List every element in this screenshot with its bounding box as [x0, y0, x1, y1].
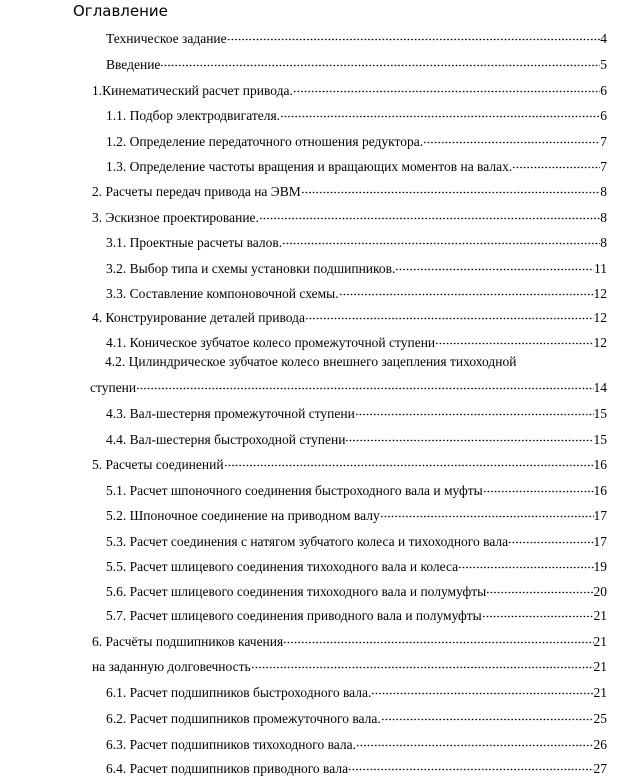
toc-entry-continuation[interactable] — [90, 374, 607, 395]
toc-entry[interactable] — [106, 602, 607, 623]
leader-dots — [483, 477, 594, 495]
leader-dots — [356, 731, 594, 749]
toc-entry[interactable] — [106, 229, 607, 250]
leader-dots — [381, 705, 594, 723]
toc-entry-page: 8 — [600, 184, 607, 199]
toc-entry-title: 4.3. Вал-шестерня промежуточной ступени — [106, 406, 355, 421]
toc-entry-title: 5.2. Шпоночное соединение на приводном валу — [106, 508, 380, 523]
toc-entry-title: 5.1. Расчет шпоночного соединения быстроходного вала и муфты — [106, 483, 483, 498]
toc-entry-title: 6. Расчёты подшипников качения — [92, 634, 284, 649]
toc-entry[interactable] — [106, 280, 607, 301]
toc-entry-wrapped[interactable] — [105, 353, 607, 371]
toc-entry-title: 5. Расчеты соединений — [92, 457, 224, 472]
toc-entry-page: 27 — [593, 761, 607, 776]
toc-entry-page: 17 — [593, 508, 607, 523]
toc-entry[interactable] — [106, 528, 607, 549]
toc-entry[interactable] — [106, 400, 607, 421]
toc-entry[interactable] — [92, 178, 607, 199]
toc-entry-page: 12 — [593, 286, 607, 301]
toc-entry-title: 6.2. Расчет подшипников промежуточного вала. — [106, 711, 381, 726]
toc-entry[interactable] — [106, 153, 607, 174]
toc-entry-page: 21 — [593, 634, 607, 649]
toc-entry-page: 20 — [593, 584, 607, 599]
leader-dots — [482, 602, 594, 620]
toc-entry-title: 3.1. Проектные расчеты валов. — [106, 235, 283, 250]
toc-entry-page: 14 — [593, 380, 607, 395]
leader-dots — [282, 229, 600, 247]
leader-dots — [227, 25, 601, 43]
toc-entry[interactable] — [106, 578, 607, 599]
toc-entry-title: 3. Эскизное проектирование. — [92, 210, 259, 225]
leader-dots — [283, 628, 593, 646]
toc-entry-page: 8 — [600, 210, 607, 225]
leader-dots — [380, 502, 594, 520]
toc-entry-page: 7 — [600, 159, 607, 174]
leader-dots — [508, 528, 593, 546]
toc-entry[interactable] — [106, 329, 607, 350]
leader-dots — [339, 280, 594, 298]
toc-entry-page: 8 — [600, 235, 607, 250]
leader-dots — [305, 304, 594, 322]
toc-entry-page: 5 — [600, 57, 607, 72]
leader-dots — [395, 255, 594, 273]
toc-entry[interactable] — [106, 128, 607, 149]
toc-entry-title: 4. Конструирование деталей привода — [92, 310, 305, 325]
toc-entry[interactable] — [92, 451, 607, 472]
toc-entry[interactable] — [92, 204, 607, 225]
toc-entry-page: 16 — [593, 483, 607, 498]
leader-dots — [371, 679, 593, 697]
leader-dots — [251, 653, 594, 671]
leader-dots — [293, 77, 600, 95]
leader-dots — [435, 329, 593, 347]
toc-entry-page: 21 — [593, 608, 607, 623]
leader-dots — [458, 553, 593, 571]
toc-entry-page: 4 — [600, 31, 607, 46]
toc-entry[interactable] — [106, 679, 607, 700]
toc-entry-title: 5.6. Расчет шлицевого соединения тихоходного вала и полумуфты — [106, 584, 487, 599]
leader-dots — [423, 128, 600, 146]
toc-entry[interactable] — [92, 653, 607, 674]
leader-dots — [224, 451, 594, 469]
toc-entry[interactable] — [92, 77, 607, 98]
toc-entry[interactable] — [106, 477, 607, 498]
leader-dots — [348, 755, 593, 773]
toc-entry-title-continued: ступени — [90, 380, 137, 395]
toc-entry[interactable] — [106, 51, 607, 72]
toc-entry-title: 1.2. Определение передаточного отношения редуктора. — [106, 134, 424, 149]
toc-entry-title: 3.2. Выбор типа и схемы установки подшипников. — [106, 261, 396, 276]
leader-dots — [136, 374, 593, 392]
leader-dots — [259, 204, 600, 222]
toc-entry[interactable] — [106, 502, 607, 523]
leader-dots — [160, 51, 600, 69]
toc-entry[interactable] — [106, 426, 607, 447]
toc-entry-title: 5.3. Расчет соединения с натягом зубчатого колеса и тихоходного вала — [106, 534, 509, 549]
toc-entry-title: 5.5. Расчет шлицевого соединения тихоходного вала и колеса — [106, 559, 459, 574]
toc-entry-title: 6.4. Расчет подшипников приводного вала — [106, 761, 349, 776]
toc-entry-title: 1.Кинематический расчет привода. — [92, 83, 293, 98]
toc-entry[interactable] — [106, 731, 607, 752]
toc-entry[interactable] — [106, 755, 607, 776]
toc-entry-page: 12 — [593, 310, 607, 325]
leader-dots — [486, 578, 593, 596]
toc-entry[interactable] — [106, 25, 607, 46]
toc-entry-page: 16 — [593, 457, 607, 472]
toc-entry[interactable] — [92, 304, 607, 325]
toc-entry-page: 26 — [593, 737, 607, 752]
toc-entry-title: 1.1. Подбор электродвигателя. — [106, 108, 281, 123]
toc-entry-page: 6 — [600, 108, 607, 123]
toc-entry-page: 19 — [593, 559, 607, 574]
toc-entry-page: 21 — [593, 685, 607, 700]
leader-dots — [345, 426, 593, 444]
toc-entry[interactable] — [106, 705, 607, 726]
toc-entry-title: 3.3. Составление компоновочной схемы. — [106, 286, 339, 301]
toc-entry-title: Техническое задание — [106, 31, 227, 46]
toc-heading: Оглавление — [73, 2, 168, 20]
toc-entry-page: 6 — [600, 83, 607, 98]
toc-entry-title: 1.3. Определение частоты вращения и вращающих моментов на валах. — [106, 159, 513, 174]
toc-entry-title: 4.4. Вал-шестерня быстроходной ступени — [106, 432, 346, 447]
toc-entry-title: 2. Расчеты передач привода на ЭВМ — [92, 184, 301, 199]
toc-entry-page: 7 — [600, 134, 607, 149]
toc-entry-title: 6.3. Расчет подшипников тихоходного вала. — [106, 737, 356, 752]
toc-entry[interactable] — [106, 102, 607, 123]
leader-dots — [280, 102, 600, 120]
toc-entry-title: 5.7. Расчет шлицевого соединения приводного вала и полумуфты — [106, 608, 482, 623]
leader-dots — [512, 153, 600, 171]
toc-entry-page: 12 — [593, 335, 607, 350]
toc-entry[interactable] — [92, 628, 607, 649]
toc-entry-page: 25 — [593, 711, 607, 726]
toc-entry[interactable] — [106, 553, 607, 574]
toc-entry[interactable] — [106, 255, 607, 276]
leader-dots — [355, 400, 594, 418]
toc-entry-title: Введение — [106, 57, 161, 72]
toc-entry-title: 4.2. Цилиндрическое зубчатое колесо внешнего зацепления тихоходной — [105, 354, 517, 369]
toc-entry-page: 15 — [593, 406, 607, 421]
toc-entry-title: 4.1. Коническое зубчатое колесо промежуточной ступени — [106, 335, 436, 350]
toc-entry-page: 11 — [594, 261, 607, 276]
toc-entry-page: 15 — [593, 432, 607, 447]
toc-entry-page: 21 — [593, 659, 607, 674]
toc-entry-page: 17 — [593, 534, 607, 549]
leader-dots — [301, 178, 601, 196]
toc-entry-title: на заданную долговечность — [92, 659, 251, 674]
toc-entry-title: 6.1. Расчет подшипников быстроходного вала. — [106, 685, 372, 700]
